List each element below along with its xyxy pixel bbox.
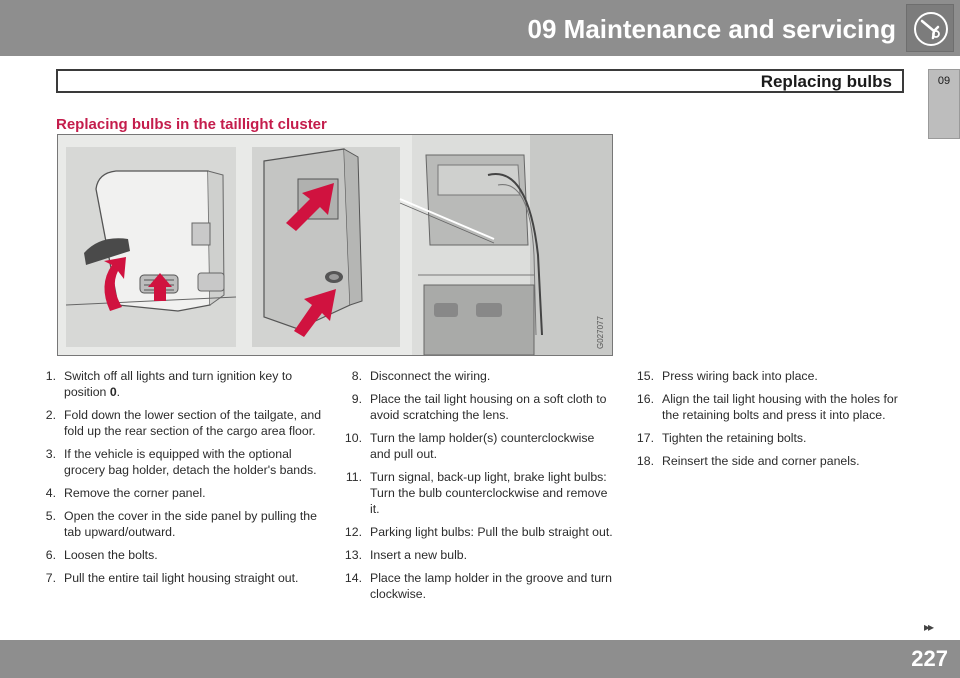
- step-text: Press wiring back into place.: [662, 369, 818, 383]
- section-title-bar: [56, 69, 904, 93]
- step-text: Align the tail light housing with the holes for the retaining bolts and press it into place.: [662, 392, 898, 422]
- step-text: Remove the corner panel.: [64, 486, 206, 500]
- step-number: 3.: [45, 447, 56, 461]
- step-item: [332, 430, 616, 462]
- step-item: [620, 368, 910, 384]
- step-text: Fold down the lower section of the tailgate, and fold up the rear section of the cargo area floor.: [64, 408, 322, 438]
- step-item: [332, 368, 616, 384]
- steps-column-1: [30, 368, 326, 593]
- chapter-title: 09 Maintenance and servicing: [527, 14, 896, 44]
- steps-column-3: [620, 368, 910, 476]
- step-number: 9.: [351, 392, 362, 406]
- content-heading: Replacing bulbs in the taillight cluster: [56, 116, 327, 133]
- step-number: 17.: [636, 431, 654, 445]
- step-item: [332, 469, 616, 517]
- wrench-icon: [906, 4, 954, 52]
- step-item: [332, 524, 616, 540]
- step-text: Place the tail light housing on a soft cloth to avoid scratching the lens.: [370, 392, 607, 422]
- step-number: 12.: [344, 525, 362, 539]
- step-number: 7.: [45, 571, 56, 585]
- step-item: [30, 368, 326, 400]
- step-text: Turn signal, back-up light, brake light bulbs: Turn the bulb counterclockwise and remove it.: [370, 470, 608, 516]
- footer-band: [0, 640, 960, 678]
- step-number: 18.: [636, 454, 654, 468]
- step-number: 10.: [344, 431, 362, 445]
- step-number: 1.: [45, 369, 56, 383]
- step-text: Insert a new bulb.: [370, 548, 468, 562]
- step-text: If the vehicle is equipped with the optional grocery bag holder, detach the holder's bands.: [64, 447, 317, 477]
- step-item: [30, 508, 326, 540]
- step-item: [30, 485, 326, 501]
- figure-code: G027077: [596, 316, 605, 349]
- step-number: 5.: [45, 509, 56, 523]
- illustration-panel-1: [66, 147, 236, 347]
- step-text: Loosen the bolts.: [64, 548, 158, 562]
- step-text: Tighten the retaining bolts.: [662, 431, 807, 445]
- illustration-panel-3: [412, 135, 613, 356]
- steps-column-2: [332, 368, 616, 609]
- taillight-illustration: [57, 134, 613, 356]
- step-item: [332, 570, 616, 602]
- step-text: Switch off all lights and turn ignition key to position 0.: [64, 369, 293, 399]
- step-number: 16.: [636, 392, 654, 406]
- step-number: 13.: [344, 548, 362, 562]
- step-number: 14.: [344, 571, 362, 585]
- step-number: 15.: [636, 369, 654, 383]
- step-item: [620, 430, 910, 446]
- chapter-tab: [928, 69, 960, 139]
- step-number: 2.: [45, 408, 56, 422]
- step-number: 11.: [345, 470, 362, 484]
- step-text: Disconnect the wiring.: [370, 369, 491, 383]
- page-number: 227: [911, 646, 948, 671]
- step-item: [30, 407, 326, 439]
- step-text: Open the cover in the side panel by pulling the tab upward/outward.: [64, 509, 317, 539]
- step-text: Reinsert the side and corner panels.: [662, 454, 860, 468]
- step-item: [620, 453, 910, 469]
- step-item: [30, 570, 326, 586]
- step-text: Pull the entire tail light housing straight out.: [64, 571, 299, 585]
- step-item: [30, 547, 326, 563]
- step-item: [332, 547, 616, 563]
- ignition-position: 0: [109, 385, 117, 399]
- step-item: [30, 446, 326, 478]
- continue-marker: ▸▸: [924, 620, 933, 634]
- step-item: [620, 391, 910, 423]
- illustration-panel-2: [252, 147, 400, 347]
- chapter-header-band: [0, 0, 960, 56]
- chapter-tab-label: 09: [937, 75, 951, 87]
- step-number: 8.: [351, 369, 362, 383]
- section-title: Replacing bulbs: [760, 72, 892, 91]
- step-item: [332, 391, 616, 423]
- step-text: Parking light bulbs: Pull the bulb straight out.: [370, 525, 613, 539]
- step-text: Place the lamp holder in the groove and turn clockwise.: [370, 571, 612, 601]
- step-number: 4.: [45, 486, 56, 500]
- step-text: Turn the lamp holder(s) counterclockwise and pull out.: [370, 431, 595, 461]
- step-number: 6.: [45, 548, 56, 562]
